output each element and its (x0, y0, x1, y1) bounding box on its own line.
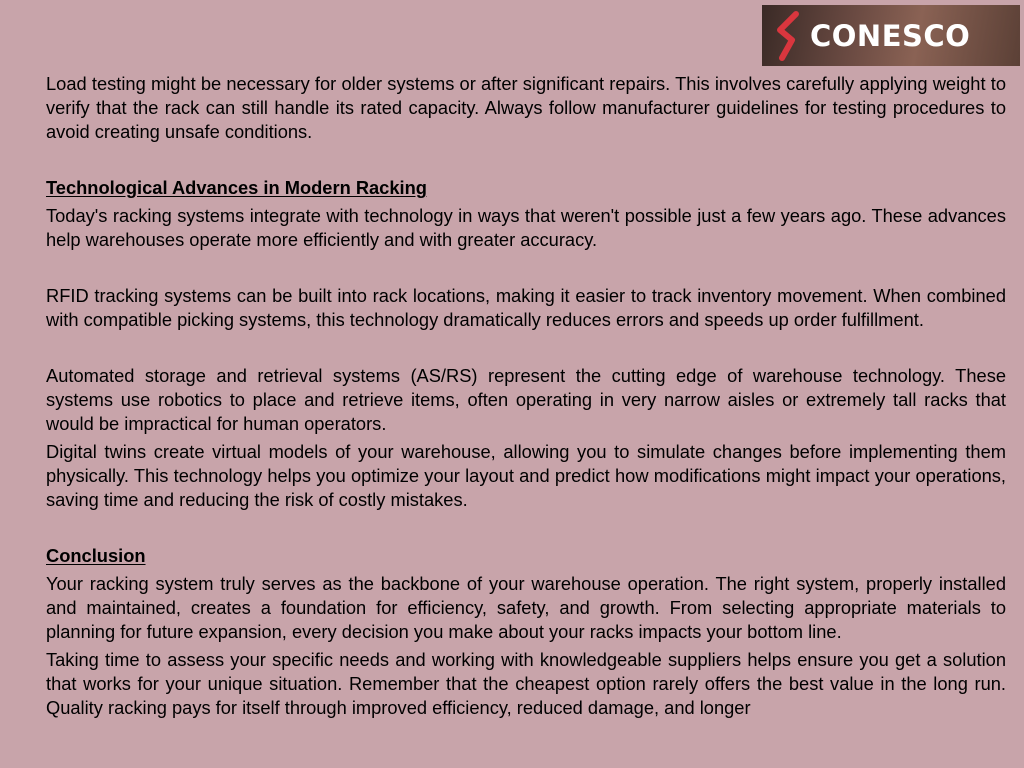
brand-logo-text: CONESCO (810, 18, 971, 53)
paragraph-digital-twins: Digital twins create virtual models of your warehouse, allowing you to simulate changes before implementing them physically. This technology helps you optimize your layout and predict how modifications might impact your operations, saving time and reducing the risk of costly mistakes. (46, 441, 1006, 510)
heading-technological-advances: Technological Advances in Modern Racking (46, 177, 427, 198)
paragraph-rfid-tracking: RFID tracking systems can be built into rack locations, making it easier to track inventory movement. When combined with compatible picking systems, this technology dramatically reduces errors and speeds up order fulfillment. (46, 285, 1006, 330)
s-brand-icon (772, 10, 806, 62)
paragraph-asrs: Automated storage and retrieval systems (AS/RS) represent the cutting edge of warehouse technology. These systems use robotics to place and retrieve items, often operating in very narrow aisles or extremely tall racks that would be impractical for human operators. (46, 365, 1006, 434)
paragraph-todays-racking: Today's racking systems integrate with technology in ways that weren't possible just a few years ago. These advances help warehouses operate more efficiently and with greater accuracy. (46, 205, 1006, 250)
paragraph-load-testing: Load testing might be necessary for older systems or after significant repairs. This involves carefully applying weight to verify that the rack can still handle its rated capacity. Always follow manufacturer guidelines for testing procedures to avoid creating unsafe conditions. (46, 73, 1006, 142)
heading-conclusion: Conclusion (46, 545, 146, 566)
paragraph-assess-needs: Taking time to assess your specific needs and working with knowledgeable suppliers helps ensure you get a solution that works for your unique situation. Remember that the cheapest option rarely offers the best value in the long run. Quality racking pays for itself through improved efficiency, reduced damage, and longer (46, 649, 1006, 718)
document-body (46, 72, 1006, 720)
paragraph-backbone: Your racking system truly serves as the backbone of your warehouse operation. The right system, properly installed and maintained, creates a foundation for efficiency, safety, and growth. From selecting appropriate materials to planning for future expansion, every decision you make about your racks impacts your bottom line. (46, 573, 1006, 642)
brand-logo (762, 5, 1020, 66)
